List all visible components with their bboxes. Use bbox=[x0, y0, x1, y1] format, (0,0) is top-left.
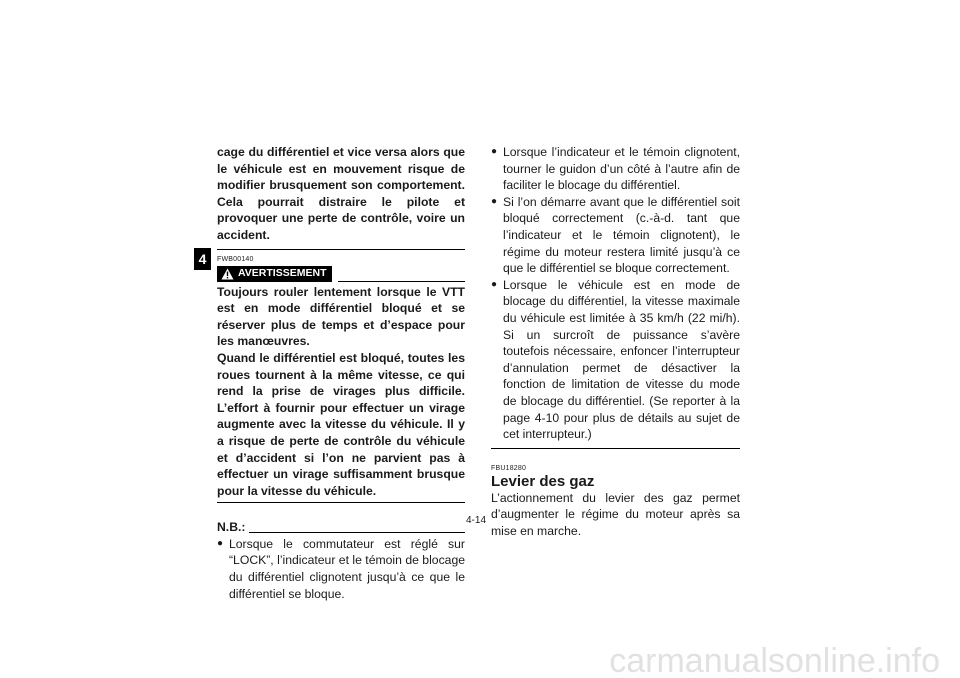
list-item bbox=[491, 277, 740, 443]
warning-triangle-icon bbox=[221, 268, 234, 280]
bullet-icon: ● bbox=[217, 537, 224, 549]
section-code: FBU18280 bbox=[491, 464, 527, 472]
left-column bbox=[217, 144, 465, 602]
warning-header bbox=[217, 266, 465, 282]
divider bbox=[217, 502, 465, 503]
warning-badge bbox=[217, 266, 332, 282]
bullet-icon: ● bbox=[491, 278, 498, 290]
list-item bbox=[491, 194, 740, 277]
list-item bbox=[491, 144, 740, 194]
list-item bbox=[217, 536, 465, 602]
right-column bbox=[491, 144, 740, 539]
page-number: 4-14 bbox=[466, 515, 487, 526]
note-header bbox=[217, 519, 465, 536]
list-item-text: Si l’on démarre avant que le différentiel soit bloqué correctement (c.-à-d. tant que l’indicateur et le témoin clignotent), le régime du moteur restera limité jusqu’à ce que le différentiel se bloque correctement. bbox=[503, 194, 740, 276]
intro-warning-text: cage du différentiel et vice versa alors que le véhicule est en mouvement risque de modifier brusquement son comportement. Cela pourrait distraire le pilote et provoquer une perte de contrôle, voire un accident. bbox=[217, 145, 465, 242]
warning-paragraph-1: Toujours rouler lentement lorsque le VTT est en mode différentiel bloqué et se réserver plus de temps et d’espace pour les manœuvres. bbox=[217, 284, 465, 349]
bullet-icon: ● bbox=[491, 195, 498, 207]
note-label: N.B.: bbox=[217, 520, 246, 535]
list-item-text: Lorsque l’indicateur et le témoin clignotent, tourner le guidon d’un côté à l’autre afin de faciliter le blocage du différentiel. bbox=[503, 145, 740, 193]
list-item-text: Lorsque le commutateur est réglé sur “LOCK”, l’indicateur et le témoin de blocage du différentiel clignotent jusqu’à ce que le différentiel se bloque. bbox=[229, 536, 465, 601]
note-line bbox=[249, 532, 465, 533]
divider bbox=[491, 448, 740, 449]
warning-code: FWB00140 bbox=[217, 255, 254, 263]
list-item-text: Lorsque le véhicule est en mode de blocage du différentiel, la vitesse maximale du véhicule est limitée à 35 km/h (22 mi/h). Si un surcroît de puissance s’avère toutefois nécessaire, enfoncer l’interrupteur d’annulation permet de désactiver la fonction de limitation de vitesse du mode de blocage du différentiel. (Se reporter à la page 4-10 pour plus de détails au sujet de cet interrupteur.) bbox=[503, 277, 740, 442]
chapter-tab: 4 bbox=[194, 248, 211, 270]
warning-line bbox=[338, 281, 465, 282]
divider bbox=[217, 249, 465, 250]
bullet-icon: ● bbox=[491, 146, 498, 157]
warning-paragraph-2: Quand le différentiel est bloqué, toutes les roues tournent à la même vitesse, ce qui rend la prise de virages plus difficile. L’effort à fournir pour effectuer un virage augmente avec la vitesse du véhicule. Il y a risque de perte de contrôle du véhicule et d’accident si l’on ne parvient pas à effectuer un virage suffisamment brusque pour la vitesse du véhicule. bbox=[217, 350, 465, 498]
watermark-text: carmanualsonline.info bbox=[609, 642, 940, 678]
section-body: L’actionnement du levier des gaz permet d’augmenter le régime du moteur après sa mise en marche. bbox=[491, 490, 740, 538]
section-title: Levier des gaz bbox=[491, 472, 595, 490]
warning-label: AVERTISSEMENT bbox=[238, 267, 327, 280]
